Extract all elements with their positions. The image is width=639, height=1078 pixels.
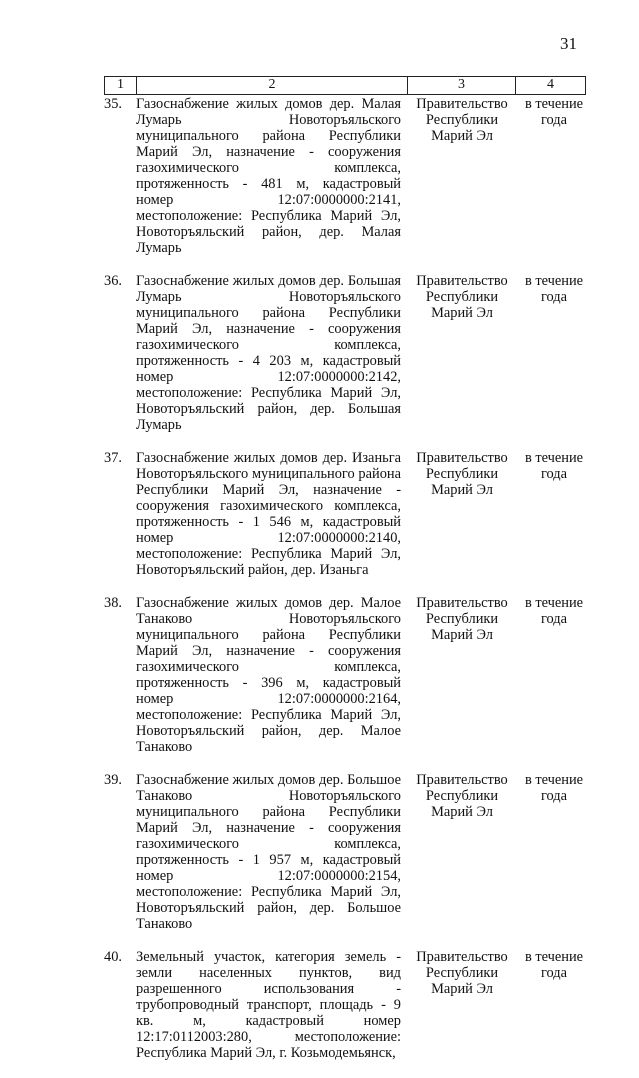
row-number: 35. bbox=[104, 96, 122, 112]
column-header-1: 1 bbox=[104, 77, 136, 94]
row-description: Газоснабжение жилых домов дер. Малая Лумарь Новоторъяльского муниципального района Республики Марий Эл, назначение - сооружения газохимического комплекса, протяженность - 481 м, кадастровый номер 12:07:0000000:2141, местоположение: Республика Марий Эл, Новоторъяльский район, дер. Малая Лумарь bbox=[136, 96, 401, 256]
row-description: Земельный участок, категория земель - земли населенных пунктов, вид разрешенного использования - трубопроводный транспорт, площадь - 9 кв. м, кадастровый номер 12:17:0112003:280, местоположение: Республика Марий Эл, г. Козьмодемьянск, bbox=[136, 949, 401, 1061]
column-header-3: 3 bbox=[407, 77, 515, 94]
row-number: 37. bbox=[104, 450, 122, 466]
row-term: в течение года bbox=[524, 949, 584, 981]
row-organization: Правительство Республики Марий Эл bbox=[416, 949, 508, 997]
row-description: Газоснабжение жилых домов дер. Большая Лумарь Новоторъяльского муниципального района Республики Марий Эл, назначение - сооружения газохимического комплекса, протяженность - 4 203 м, кадастровый номер 12:07:0000000:2142, местоположение: Республика Марий Эл, Новоторъяльский район, дер. Большая Лумарь bbox=[136, 273, 401, 433]
table-row bbox=[104, 772, 586, 932]
row-description: Газоснабжение жилых домов дер. Изаньга Новоторъяльского муниципального района Республики Марий Эл, назначение - сооружения газохимического комплекса, протяженность - 1 546 м, кадастровый номер 12:07:0000000:2140, местоположение: Республика Марий Эл, Новоторъяльский район, дер. Изаньга bbox=[136, 450, 401, 578]
row-organization: Правительство Республики Марий Эл bbox=[416, 595, 508, 643]
row-term: в течение года bbox=[524, 96, 584, 128]
row-organization: Правительство Республики Марий Эл bbox=[416, 96, 508, 144]
table-header bbox=[104, 76, 586, 95]
row-description: Газоснабжение жилых домов дер. Малое Танаково Новоторъяльского муниципального района Республики Марий Эл, назначение - сооружения газохимического комплекса, протяженность - 396 м, кадастровый номер 12:07:0000000:2164, местоположение: Республика Марий Эл, Новоторъяльский район, дер. Малое Танаково bbox=[136, 595, 401, 755]
table-row bbox=[104, 273, 586, 433]
table-row bbox=[104, 949, 586, 1061]
row-description: Газоснабжение жилых домов дер. Большое Танаково Новоторъяльского муниципального района Республики Марий Эл, назначение - сооружения газохимического комплекса, протяженность - 1 957 м, кадастровый номер 12:07:0000000:2154, местоположение: Республика Марий Эл, Новоторъяльский район, дер. Большое Танаково bbox=[136, 772, 401, 932]
table-body bbox=[104, 96, 586, 1078]
row-organization: Правительство Республики Марий Эл bbox=[416, 772, 508, 820]
row-organization: Правительство Республики Марий Эл bbox=[416, 450, 508, 498]
row-number: 39. bbox=[104, 772, 122, 788]
row-organization: Правительство Республики Марий Эл bbox=[416, 273, 508, 321]
column-header-4: 4 bbox=[515, 77, 586, 94]
table-row bbox=[104, 450, 586, 578]
table-row bbox=[104, 96, 586, 256]
row-number: 38. bbox=[104, 595, 122, 611]
table-row bbox=[104, 595, 586, 755]
column-header-2: 2 bbox=[136, 77, 407, 94]
row-term: в течение года bbox=[524, 772, 584, 804]
row-term: в течение года bbox=[524, 450, 584, 482]
row-number: 36. bbox=[104, 273, 122, 289]
row-term: в течение года bbox=[524, 273, 584, 305]
row-number: 40. bbox=[104, 949, 122, 965]
page-number: 31 bbox=[560, 34, 577, 53]
row-term: в течение года bbox=[524, 595, 584, 627]
